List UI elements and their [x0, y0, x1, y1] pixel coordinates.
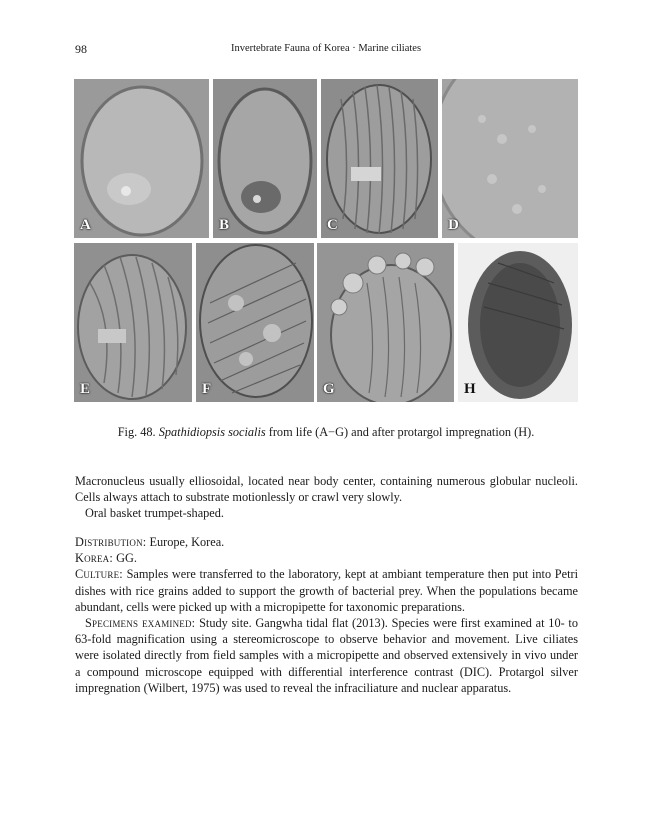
- korea-label: Korea:: [75, 551, 113, 566]
- specimens-label: Specimens examined:: [85, 616, 196, 631]
- panel-e: [74, 243, 192, 402]
- figure-48: [74, 79, 578, 402]
- panel-h: [458, 243, 578, 402]
- description-paragraph: Oral basket trumpet-shaped.: [85, 506, 224, 521]
- description-block: [75, 473, 578, 522]
- distribution-text: Europe, Korea.: [149, 535, 225, 549]
- culture-text: Samples were transferred to the laboratory, kept at ambiant temperature then put into Petri dishes with rice grains added to support the growth of bacterial prey. When the populations became abundant, cells were picked up with a micropipette for taxonomic preparations.: [75, 567, 578, 614]
- panel-label: E: [80, 381, 91, 397]
- distribution-record: [75, 534, 578, 550]
- ciliate-micrograph-icon: [321, 79, 438, 238]
- panel-c: [321, 79, 438, 238]
- records-block: [75, 534, 578, 696]
- panel-label: D: [448, 217, 459, 233]
- description-paragraph: Macronucleus usually elliosoidal, located near body center, containing numerous globular nucleoli. Cells always attach to substrate motionlessly or crawl very slowly.: [75, 474, 578, 505]
- culture-label: Culture:: [75, 567, 123, 582]
- figure-caption: [0, 425, 652, 440]
- panel-a: [74, 79, 209, 238]
- caption-prefix: Fig. 48.: [117, 425, 156, 439]
- ciliate-micrograph-icon: [213, 79, 317, 238]
- ciliate-micrograph-icon: [196, 243, 314, 402]
- page-number: 98: [75, 42, 87, 56]
- panel-label: F: [202, 381, 212, 397]
- panel-label: G: [323, 381, 335, 397]
- specimens-text: Study site. Gangwha tidal flat (2013). Species were first examined at 10- to 63-fold magnification using a stereomicroscope to observe behavior and movement. Live ciliates were isolated directly from field samples with a micropipette and observed extensively in vivo under a compound microscope equipped with differential interference contrast (DIC). Protargol silver impregnation (Wilbert, 1975) was used to reveal the infraciliature and nuclear apparatus.: [75, 616, 578, 695]
- ciliate-micrograph-icon: [458, 243, 578, 402]
- ciliate-micrograph-icon: [442, 79, 578, 238]
- panel-label: C: [327, 217, 338, 233]
- ciliate-micrograph-icon: [317, 243, 454, 402]
- ciliate-micrograph-icon: [74, 243, 192, 402]
- ciliate-micrograph-icon: [74, 79, 209, 238]
- caption-suffix: from life (A−G) and after protargol impregnation (H).: [268, 425, 535, 439]
- panel-d: [442, 79, 578, 238]
- caption-species: Spathidiopsis socialis: [158, 425, 266, 439]
- panel-label: H: [464, 381, 476, 397]
- korea-record: [75, 550, 578, 566]
- panel-f: [196, 243, 314, 402]
- korea-text: GG.: [116, 551, 137, 566]
- panel-label: B: [219, 217, 230, 233]
- panel-g: [317, 243, 454, 402]
- panel-label: A: [80, 217, 91, 233]
- panel-b: [213, 79, 317, 238]
- culture-record: [75, 566, 578, 615]
- running-title: Invertebrate Fauna of Korea · Marine ciliates: [230, 43, 422, 54]
- distribution-label: Distribution:: [75, 535, 147, 549]
- specimens-record: [75, 615, 578, 696]
